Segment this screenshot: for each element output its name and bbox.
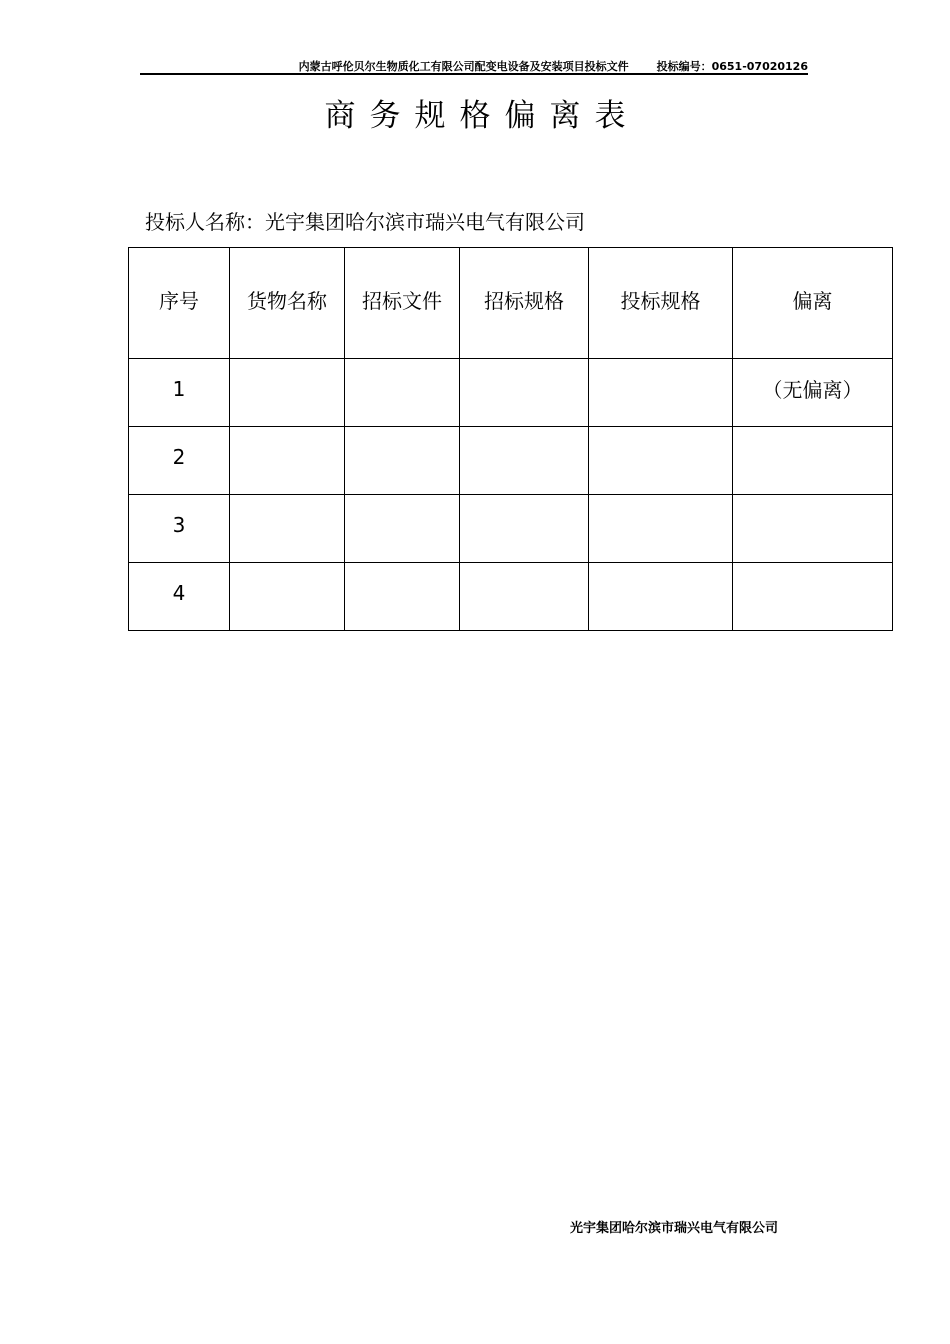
table-cell-deviation	[733, 495, 893, 563]
table-cell-tender-spec	[460, 563, 589, 631]
header-project-name: 内蒙古呼伦贝尔生物质化工有限公司配变电设备及安装项目投标文件	[298, 60, 629, 73]
table-cell-tender-document	[345, 563, 460, 631]
table-cell-bid-spec	[589, 359, 733, 427]
column-header-bid-spec: 投标规格	[589, 248, 733, 359]
page-header	[140, 58, 808, 74]
table-cell-tender-document	[345, 495, 460, 563]
document-title: 商务规格偏离表	[324, 98, 640, 134]
column-header-deviation: 偏离	[733, 248, 893, 359]
deviation-table	[128, 247, 893, 631]
table-cell-goods-name	[230, 563, 345, 631]
footer-company-name: 光宇集团哈尔滨市瑞兴电气有限公司	[570, 1221, 779, 1236]
table-cell-tender-spec	[460, 495, 589, 563]
table-row	[129, 563, 893, 631]
table-header-row	[129, 248, 893, 359]
header-divider	[140, 73, 808, 75]
column-header-tender-document: 招标文件	[345, 248, 460, 359]
table-cell-deviation: （无偏离）	[733, 359, 893, 427]
table-cell-tender-document	[345, 359, 460, 427]
table-cell-deviation	[733, 563, 893, 631]
table-cell-tender-spec	[460, 359, 589, 427]
table-cell-tender-spec	[460, 427, 589, 495]
table-cell-deviation	[733, 427, 893, 495]
table-cell-goods-name	[230, 427, 345, 495]
bidder-name-line: 投标人名称：光宇集团哈尔滨市瑞兴电气有限公司	[145, 210, 585, 234]
table-cell-index: 3	[129, 495, 230, 563]
column-header-tender-spec: 招标规格	[460, 248, 589, 359]
table-cell-index: 2	[129, 427, 230, 495]
table-cell-goods-name	[230, 495, 345, 563]
table-cell-index: 4	[129, 563, 230, 631]
table-cell-bid-spec	[589, 563, 733, 631]
table-cell-index: 1	[129, 359, 230, 427]
column-header-goods-name: 货物名称	[230, 248, 345, 359]
table-row	[129, 427, 893, 495]
header-bid-number: 投标编号：0651-07020126	[656, 60, 808, 73]
table-row	[129, 495, 893, 563]
column-header-index: 序号	[129, 248, 230, 359]
table-cell-goods-name	[230, 359, 345, 427]
table-cell-bid-spec	[589, 427, 733, 495]
table-cell-tender-document	[345, 427, 460, 495]
table-cell-bid-spec	[589, 495, 733, 563]
table-row	[129, 359, 893, 427]
